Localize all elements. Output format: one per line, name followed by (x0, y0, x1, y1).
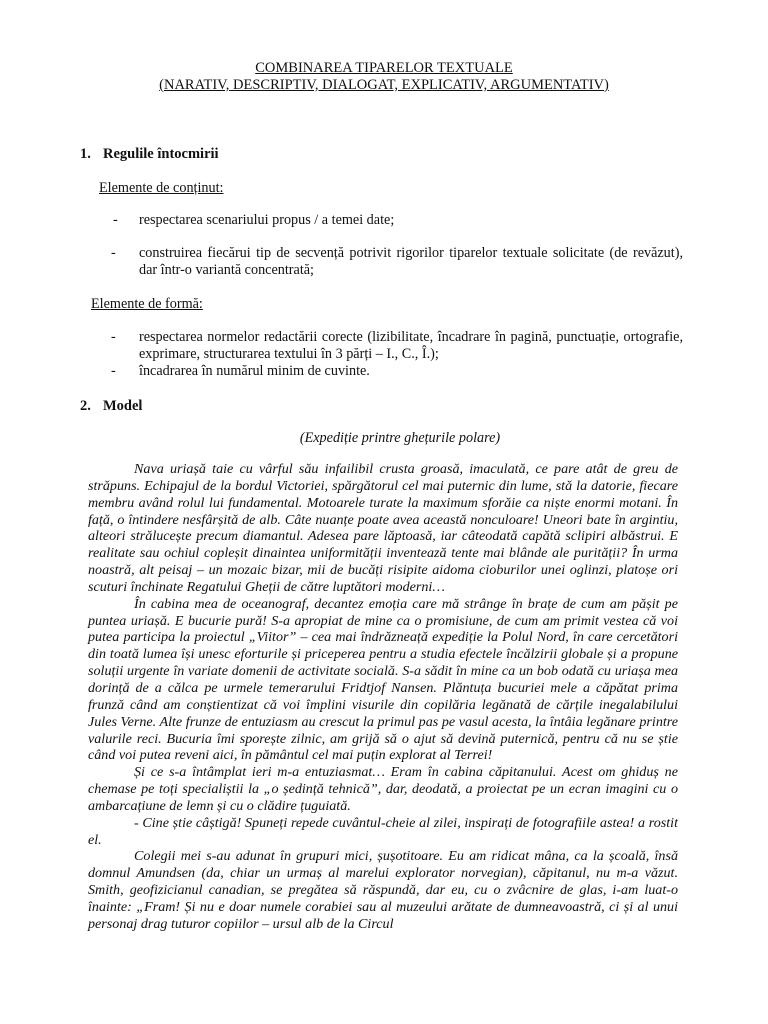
list-item: - construirea fiecărui tip de secvență potrivit rigorilor tiparelor textuale solicitate (de revăzut), dar într-o variantă concentrată; (111, 245, 683, 278)
section-heading-rules (80, 146, 219, 163)
section-heading-model (80, 398, 142, 415)
section-number: 2. (80, 398, 91, 414)
section-title: Model (103, 398, 143, 414)
list-item: - respectarea scenariului propus / a temei date; (113, 212, 395, 228)
section-number: 1. (80, 146, 91, 162)
content-elements-label: Elemente de conținut: (99, 180, 224, 196)
document-subtitle: (NARATIV, DESCRIPTIV, DIALOGAT, EXPLICATIV, ARGUMENTATIV) (159, 77, 609, 93)
list-item: - încadrarea în numărul minim de cuvinte. (111, 363, 370, 379)
story-paragraph: În cabina mea de oceanograf, decantez emoția care mă strânge în brațe de cum am pășit pe puntea uriașă. E bucurie pură! S-a apropiat de mine ca o promisiune, de cum am primit vestea că voi putea participa la proiectul „Viitor” – cea mai îndrăzneață expediție la Polul Nord, în care cercetători din toată lumea își unesc eforturile și priceperea pentru a studia efectele încălzirii globale și a propune soluții urgente în variate domenii de activitate socială. S-a sădit în mine ca un bob odată cu uriașa mea dorință de a călca pe urmele temerarului Fridtjof Nansen. Plăntuța bucuriei mele a căpătat prima frunză când am conștientizat că voi împlini visurile din copilăria legănată de cărțile inegalabilului Jules Verne. Alte frunze de entuziasm au crescut la primul pas pe vasul acesta, la întâia legănare printre valurile reci. Bucuria îmi sporește zilnic, am grijă să o ajut să devină puternică, pentru că nu se știe când voi putea reveni aici, în pământul cel mai puțin explorat al Terrei! (88, 595, 678, 764)
story-paragraph: Colegii mei s-au adunat în grupuri mici, șușotitoare. Eu am ridicat mâna, ca la școală, însă domnul Amundsen (da, chiar un urmaș al marelui explorator norvegian), căpitanul, nu m-a văzut. Smith, geofizicianul canadian, se pregătea să răspundă, dar eu, cu o zvâcnire de glas, i-am luat-o înainte: „Fram! Și nu e doar numele corabiei sau al muzeului arătate de dumneavoastră, ci și al unui personaj drag tuturor copiilor – ursul alb de la Circul (88, 848, 678, 932)
story-paragraph: - Cine știe câștigă! Spuneți repede cuvântul-cheie al zilei, inspirați de fotografiile astea! a rostit el. (88, 814, 678, 848)
form-elements-label: Elemente de formă: (91, 296, 203, 312)
story-paragraph: Nava uriașă taie cu vârful său infailibil crusta groasă, imaculată, ce pare atât de greu de străpuns. Echipajul de la bordul Victoriei, spărgătorul cel mai puternic din lume, stă la datorie, fiecare membru având rolul lui fundamental. Motoarele turate la maximum sforăie ca niște enormi motani. În față, o întindere nesfârșită de alb. Câte nuanțe poate avea această nonculoare! Uneori bate în argintiu, alteori strălucește precum diamantul. Adesea pare lăptoasă, iar câteodată capătă sclipiri albăstrui. E realitate sau ochiul copleșit dinaintea uniformității inventează tente mai blânde ale purității? În urma noastră, alt peisaj – un mozaic bizar, mii de bucăți risipite aidoma cioburilor unei oglinzi, platoșe ori scuturi închinate Regatului Gheții de către luptători moderni… (88, 461, 678, 595)
story-caption: (Expediție printre ghețurile polare) (299, 430, 501, 446)
list-item: - respectarea normelor redactării corecte (lizibilitate, încadrare în pagină, punctuație, ortografie, exprimare, structurarea textului în 3 părți – I., C., Î.); (111, 329, 683, 362)
story-paragraph: Și ce s-a întâmplat ieri m-a entuziasmat… Eram în cabina căpitanului. Acest om ghiduș ne chemase pe toți specialiștii la „o ședință tehnică”, dar, deodată, a proiectat pe un ecran imagini cu o ambarcațiune de lemn și cu o clădire țuguiată. (88, 764, 678, 814)
document-title: COMBINAREA TIPARELOR TEXTUALE (255, 60, 513, 76)
story-text (88, 461, 678, 933)
section-title: Regulile întocmirii (103, 146, 219, 162)
